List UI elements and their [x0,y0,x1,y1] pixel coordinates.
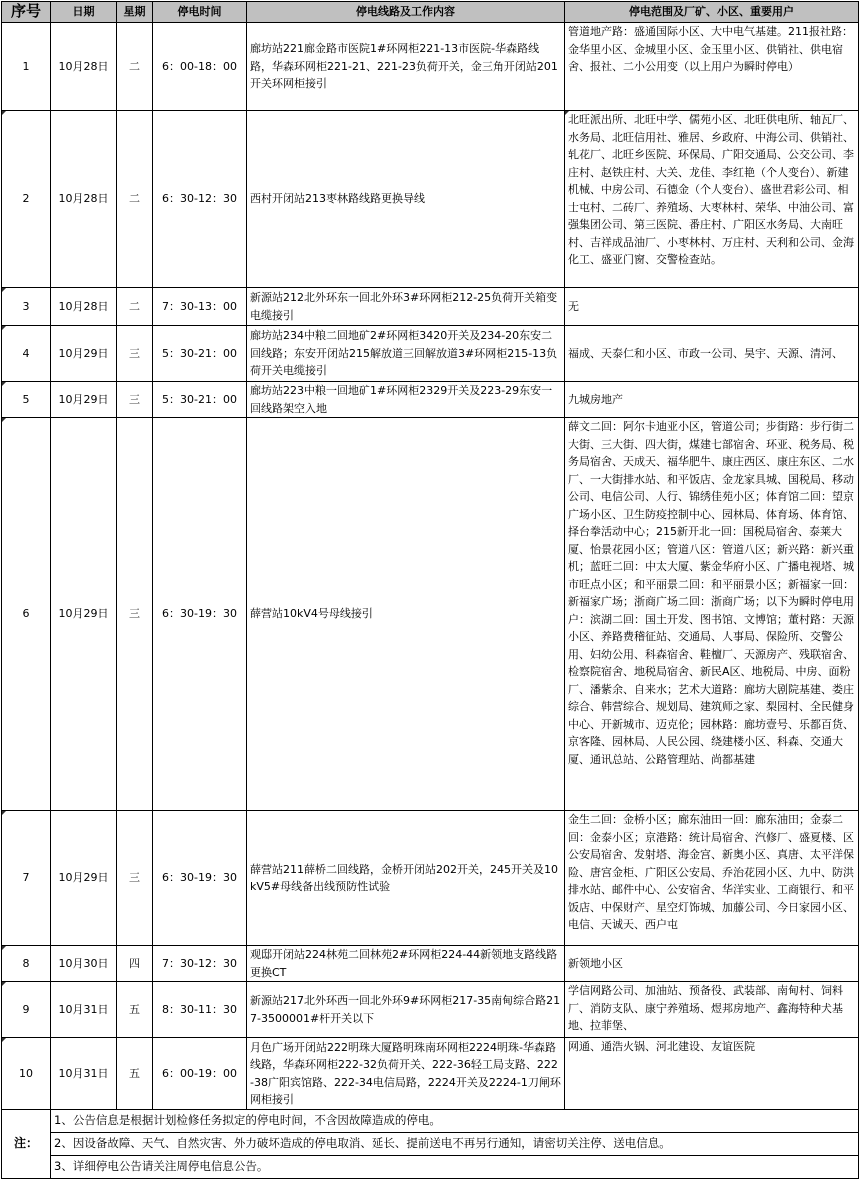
row-line: 廊坊站221廊金路市医院1#环网柜221-13市医院-华森路线路，华森环网柜221-21、221-23负荷开关，金三角开闭站201开关环网柜接引 [247,23,565,111]
row-no: 6 [2,418,51,811]
row-date: 10月29日 [51,326,117,382]
row-line: 廊坊站223中粮一回地矿1#环网柜2329开关及223-29东安一回线路架空入地 [247,382,565,418]
row-scope: 学信网路公司、加油站、预备役、武装部、南甸村、饲料厂、消防支队、康宁养殖场、煜邦房地产、鑫海特种犬基地、拉菲堡、 [565,982,859,1038]
row-time: 6：30-19：30 [153,811,247,946]
row-no: 3 [2,288,51,326]
row-scope: 九城房地产 [565,382,859,418]
notes-label: 注： [2,1110,51,1179]
row-weekday: 三 [117,811,153,946]
table-row [2,418,859,811]
row-time: 8：30-11：30 [153,982,247,1038]
row-time: 6：30-12：30 [153,111,247,288]
row-scope: 网通、通浩火锅、河北建设、友谊医院 [565,1038,859,1110]
row-scope: 管道地产路：盛通国际小区、大中电气基建。211报社路：金华里小区、金城里小区、金玉里小区、供销社、供电宿舍、报社、二小公用变（以上用户为瞬时停电） [565,23,859,111]
row-line: 薛营站10kV4号母线接引 [247,418,565,811]
row-scope: 新领地小区 [565,946,859,982]
row-time: 6：00-19：00 [153,1038,247,1110]
row-date: 10月29日 [51,811,117,946]
header-scope: 停电范围及厂矿、小区、重要用户 [565,2,859,23]
row-weekday: 二 [117,111,153,288]
row-weekday: 三 [117,382,153,418]
notes-row [2,1110,859,1133]
header-time: 停电时间 [153,2,247,23]
row-no: 7 [2,811,51,946]
row-time: 6：30-19：30 [153,418,247,811]
row-weekday: 三 [117,418,153,811]
row-time: 7：30-12：30 [153,946,247,982]
row-weekday: 四 [117,946,153,982]
note-item: 3、详细停电公告请关注周停电信息公告。 [51,1156,859,1179]
row-weekday: 二 [117,288,153,326]
header-date: 日期 [51,2,117,23]
row-date: 10月28日 [51,23,117,111]
table-row [2,982,859,1038]
row-scope: 北旺派出所、北旺中学、儒苑小区、北旺供电所、轴瓦厂、水务局、北旺信用社、雅居、乡政府、中海公司、供销社、轧花厂、北旺乡医院、环保局、广阳交通局、公交公司、李庄村、赵铁庄村、大关、龙佳、李红艳（个人变台）、新建机械、中房公司、石德金（个人变台）、盛世君彩公司、相士屯村、二砖厂、养殖场、大枣林村、荣华、中油公司、富强集团公司、第三医院、番庄村、广阳区水务局、大南旺村、吉祥成品油厂、小枣林村、万庄村、天利和公司、金海化工、盛亚门窗、交警检查站。 [565,111,859,288]
row-weekday: 五 [117,982,153,1038]
note-item: 2、因设备故障、天气、自然灾害、外力破坏造成的停电取消、延长、提前送电不再另行通知，请密切关注停、送电信息。 [51,1133,859,1156]
row-no: 4 [2,326,51,382]
row-line: 新源站217北外环西一回北外环9#环网柜217-35南甸综合路217-3500001#杆开关以下 [247,982,565,1038]
row-date: 10月29日 [51,418,117,811]
row-scope: 无 [565,288,859,326]
row-scope: 福成、天泰仁和小区、市政一公司、昊宇、天源、清河、 [565,326,859,382]
row-no: 2 [2,111,51,288]
row-line: 新源站212北外环东一回北外环3#环网柜212-25负荷开关箱变电缆接引 [247,288,565,326]
row-line: 廊坊站234中粮二回地矿2#环网柜3420开关及234-20东安二回线路；东安开闭站215解放道三回解放道3#环网柜215-13负荷开关电缆接引 [247,326,565,382]
table-row [2,23,859,111]
row-weekday: 三 [117,326,153,382]
row-scope: 金生二回：金桥小区；廊东油田一回：廊东油田；金泰二回：金泰小区；京港路：统计局宿舍、汽修厂、盛夏楼、区公安局宿舍、发射塔、海金宫、新奥小区、真唐、太平洋保险、唐宫金柜、广阳区公安局、乔治花园小区、九中、防洪排水站、邮件中心、公安宿舍、华洋实业、工商银行、和平饭店、中保财产、星空灯饰城、加藤公司、今日家园小区、电信、天诚天、西户屯 [565,811,859,946]
row-time: 5：30-21：00 [153,326,247,382]
table-header-row [2,2,859,23]
table-row [2,326,859,382]
table-row [2,811,859,946]
row-date: 10月28日 [51,288,117,326]
row-no: 8 [2,946,51,982]
row-date: 10月30日 [51,946,117,982]
row-no: 1 [2,23,51,111]
row-no: 10 [2,1038,51,1110]
note-item: 1、公告信息是根据计划检修任务拟定的停电时间，不含因故障造成的停电。 [51,1110,859,1133]
table-row [2,382,859,418]
row-line: 西村开闭站213枣林路线路更换导线 [247,111,565,288]
row-line: 薛营站211薛桥二回线路，金桥开闭站202开关，245开关及10kV5#母线备出线预防性试验 [247,811,565,946]
row-scope: 薛文二回：阿尔卡迪亚小区，管道公司；步街路：步行街二大街、三大街、四大街，煤建七部宿舍、环亚、税务局、税务局宿舍、天成天、福华肥牛、康庄西区、康庄东区、二水厂、一大街排水站、和平饭店、金龙家具城、国税局、移动公司、电信公司、人行、锦绣佳苑小区；体育馆二回：望京广场小区、卫生防疫控制中心、园林局、体育场、体育馆、择台拳活动中心；215新开北一回：国税局宿舍、泰莱大厦、怡景花园小区；管道八区：管道八区；新兴路：新兴重机；蓝旺二回：中太大厦、紫金华府小区、广播电视塔、城市旺点小区；和平丽景二回：和平丽景小区；新福家一回：新福家广场；浙商广场二回：浙商广场；以下为瞬时停电用户：滨湖二回：国土开发、图书馆、文博馆；董村路：天源小区、养路费稽征站、交通局、人事局、保险所、交警公用、妇幼公用、科森宿舍、鞋檀厂、天源房产、残联宿舍、检察院宿舍、地税局宿舍、新民A区、地税局、中房、面粉厂、潘紫余、自来水；艺术大道路：廊坊大剧院基建、娄庄综合、韩营综合、规划局、建筑师之家、梨园村、全民健身中心、开新城市、迈克伦；园林路：廊坊壹号、乐都百货、京客隆、园林局、人民公园、绕建楼小区、科森、交通大厦、通讯总站、公路管理站、尚都基建 [565,418,859,811]
row-weekday: 五 [117,1038,153,1110]
row-line: 月色广场开闭站222明珠大厦路明珠南环网柜2224明珠-华森路线路，华森环网柜222-32负荷开关、222-36轻工局支路、222-38广阳宾馆路、222-34电信局路，2224开关及2224-1刀闸环网柜接引 [247,1038,565,1110]
row-date: 10月28日 [51,111,117,288]
row-no: 5 [2,382,51,418]
row-date: 10月31日 [51,1038,117,1110]
row-time: 5：30-21：00 [153,382,247,418]
row-line: 观邸开闭站224林苑二回林苑2#环网柜224-44新领地支路线路更换CT [247,946,565,982]
header-weekday: 星期 [117,2,153,23]
row-time: 6：00-18：00 [153,23,247,111]
table-row [2,1038,859,1110]
row-time: 7：30-13：00 [153,288,247,326]
row-weekday: 二 [117,23,153,111]
header-line: 停电线路及工作内容 [247,2,565,23]
power-outage-table [1,1,859,1179]
notes-row [2,1156,859,1179]
header-no: 序号 [2,2,51,23]
table-row [2,111,859,288]
row-no: 9 [2,982,51,1038]
table-row [2,946,859,982]
row-date: 10月29日 [51,382,117,418]
table-row [2,288,859,326]
notes-row [2,1133,859,1156]
row-date: 10月31日 [51,982,117,1038]
